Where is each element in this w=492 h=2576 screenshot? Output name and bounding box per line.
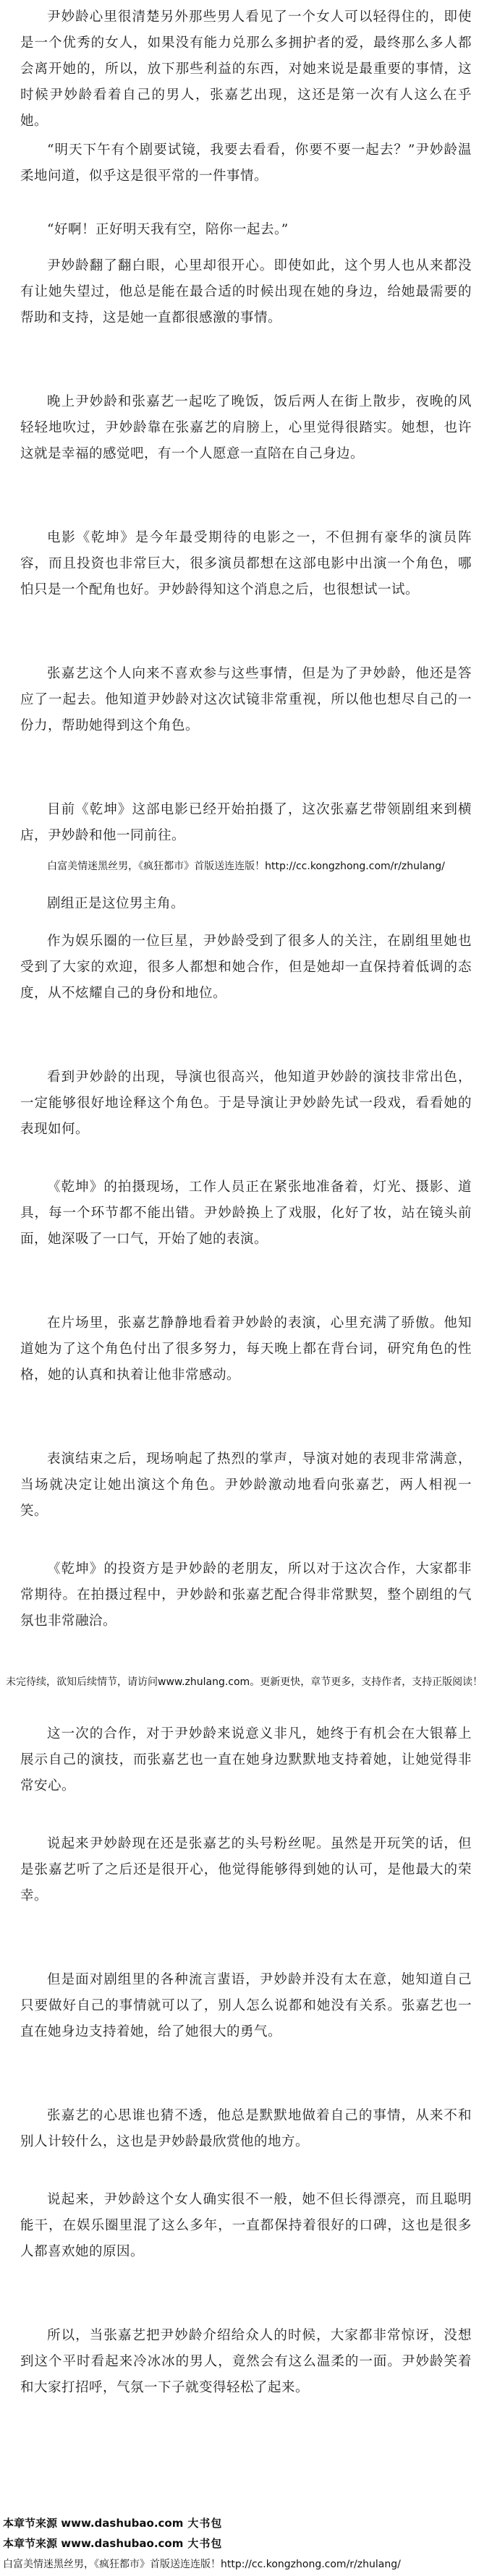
paragraph: 目前《乾坤》这部电影已经开始拍摄了，这次张嘉艺带领剧组来到横店，尹妙龄和他一同前往。 <box>20 802 472 843</box>
paragraph: 在片场里，张嘉艺静静地看着尹妙龄的表演，心里充满了骄傲。他知道她为了这个角色付出了很多努力，每天晚上都在背台词，研究角色的性格，她的认真和执着让他非常感动。 <box>20 1315 472 1383</box>
paragraph: 尹妙龄心里很清楚另外那些男人看见了一个女人可以轻得住的，即使是一个优秀的女人，如果没有能力兑那么多拥护者的爱，最终那么多人都会离开她的，所以，放下那些利益的东西，对她来说是最重要的事情，这时候尹妙龄看着自己的男人，张嘉艺出现，这还是第一次有人这么在乎她。 <box>20 9 472 129</box>
paragraph: 《乾坤》的投资方是尹妙龄的老朋友，所以对于这次合作，大家都非常期待。在拍摄过程中，尹妙龄和张嘉艺配合得非常默契，整个剧组的气氛也非常融洽。 <box>20 1561 472 1629</box>
site-logo: 大书包 <box>187 2517 223 2530</box>
paragraph: 说起来尹妙龄现在还是张嘉艺的头号粉丝呢。虽然是开玩笑的话，但是张嘉艺听了之后还是很开心，他觉得能够得到她的认可，是他最大的荣幸。 <box>20 1836 472 1903</box>
paragraph: 但是面对剧组里的各种流言蜚语，尹妙龄并没有太在意，她知道自己只要做好自己的事情就可以了，别人怎么说都和她没有关系。张嘉艺也一直在她身边支持着她，给了她很大的勇气。 <box>20 1972 472 2039</box>
paragraph: 表演结束之后，现场响起了热烈的掌声，导演对她的表现非常满意，当场就决定让她出演这个角色。尹妙龄激动地看向张嘉艺，两人相视一笑。 <box>20 1451 472 1519</box>
promo-link-text[interactable]: 白富美情迷黑丝男，《疯狂都市》首版送连连版！http://cc.kongzhong.com/r/zhulang/ <box>47 861 445 872</box>
paragraph: 张嘉艺这个人向来不喜欢参与这些事情，但是为了尹妙龄，他还是答应了一起去。他知道尹妙龄对这次试镜非常重视，所以他也想尽自己的一份力，帮助她得到这个角色。 <box>20 666 472 733</box>
paragraph: 所以，当张嘉艺把尹妙龄介绍给众人的时候，大家都非常惊讶，没想到这个平时看起来冷冰冰的男人，竟然会有这么温柔的一面。尹妙龄笑着和大家打招呼，气氛一下子就变得轻松了起来。 <box>20 2328 472 2395</box>
paragraph: 尹妙龄翻了翻白眼，心里却很开心。即使如此，这个男人也从来都没有让她失望过，他总是能在最合适的时候出现在她的身边，给她最需要的帮助和支持，这是她一直都很感激的事情。 <box>20 258 472 325</box>
paragraph: 《乾坤》的拍摄现场，工作人员正在紧张地准备着，灯光、摄影、道具，每一个环节都不能出错。尹妙龄换上了戏服，化好了妆，站在镜头前面，她深吸了一口气，开始了她的表演。 <box>20 1180 472 1247</box>
promo-link[interactable] <box>3 2557 401 2572</box>
source-label-text: 本章节来源 www.dashubao.com <box>3 2537 184 2550</box>
paragraph: “明天下午有个剧要试镜，我要去看看，你要不要一起去？”尹妙龄温柔地问道，似乎这是很平常的一件事情。 <box>20 142 472 184</box>
paragraph: 晚上尹妙龄和张嘉艺一起吃了晚饭，饭后两人在街上散步，夜晚的风轻轻地吹过，尹妙龄靠在张嘉艺的肩膀上，心里觉得很踏实。她想，也许这就是幸福的感觉吧，有一个人愿意一直陪在自己身边。 <box>20 394 472 461</box>
promo-link-text[interactable]: 白富美情迷黑丝男，《疯狂都市》首版送连连版！http://cc.kongzhong.com/r/zhulang/ <box>3 2559 401 2570</box>
paragraph: 这一次的合作，对于尹妙龄来说意义非凡，她终于有机会在大银幕上展示自己的演技，而张嘉艺也一直在她身边默默地支持着她，让她觉得非常安心。 <box>20 1726 472 1794</box>
promo-link[interactable] <box>0 859 492 874</box>
paragraph: 说起来，尹妙龄这个女人确实很不一般，她不但长得漂亮，而且聪明能干，在娱乐圈里混了这么多年，一直都保持着很好的口碑，这也是很多人都喜欢她的原因。 <box>20 2192 472 2259</box>
paragraph: 电影《乾坤》是今年最受期待的电影之一，不但拥有豪华的演员阵容，而且投资也非常巨大，很多演员都想在这部电影中出演一个角色，哪怕只是一个配角也好。尹妙龄得知这个消息之后，也很想试一试。 <box>20 530 472 597</box>
paragraph: 张嘉艺的心思谁也猜不透，他总是默默地做着自己的事情，从来不和别人计较什么，这也是尹妙龄最欣赏他的地方。 <box>20 2108 472 2149</box>
paragraph: “好啊！正好明天我有空，陪你一起去。” <box>47 222 289 237</box>
paragraph: 看到尹妙龄的出现，导演也很高兴，他知道尹妙龄的演技非常出色，一定能够很好地诠释这个角色。于是导演让尹妙龄先试一段戏，看看她的表现如何。 <box>20 1070 472 1137</box>
source-label <box>3 2515 222 2531</box>
paragraph: 作为娱乐圈的一位巨星，尹妙龄受到了很多人的关注，在剧组里她也受到了大家的欢迎，很多人都想和她合作，但是她却一直保持着低调的态度，从不炫耀自己的身份和地位。 <box>20 934 472 1001</box>
chapter-notice-text: 未完待续，欲知后续情节，请访问www.zhulang.com。更新更快，章节更多，支持作者，支持正版阅读！ <box>6 1676 483 1688</box>
paragraph: 剧组正是这位男主角。 <box>47 896 185 911</box>
source-label-text: 本章节来源 www.dashubao.com <box>3 2517 184 2530</box>
site-logo: 大书包 <box>187 2537 223 2550</box>
source-label <box>3 2536 222 2551</box>
chapter-notice <box>6 1675 486 1689</box>
